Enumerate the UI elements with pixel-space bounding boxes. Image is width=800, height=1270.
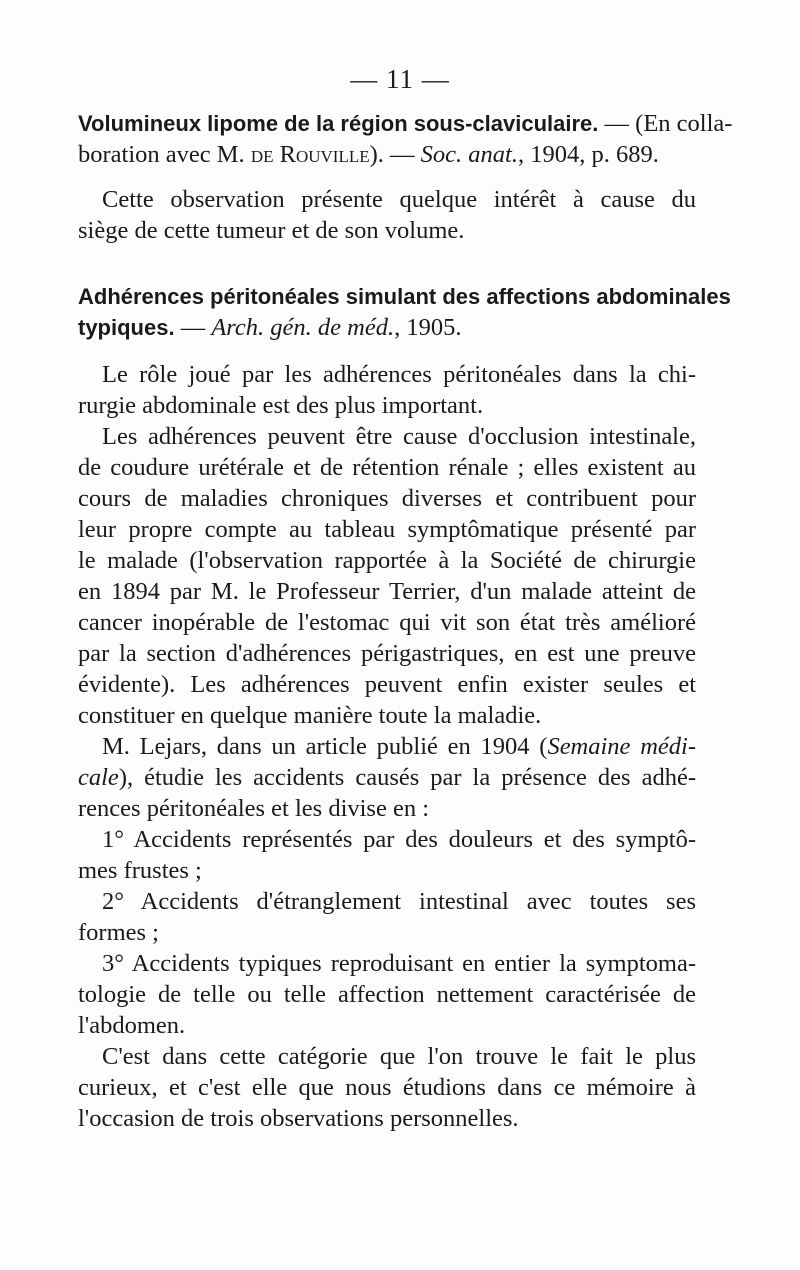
list-item-3-end: l'abdomen.: [78, 1012, 186, 1039]
entry-1-line-1: Volumineux lipome de la région sous-claviculaire. — (En colla-: [78, 110, 733, 137]
body-line: de coudure urétérale et de rétention rénale ; elles existent au: [78, 454, 696, 481]
list-item-1-cont: mes frustes ;: [78, 857, 202, 884]
body-line: Les adhérences peuvent être cause d'occlusion intestinale,: [102, 423, 696, 450]
body-line: cours de maladies chroniques diverses et contribuent pour: [78, 485, 696, 512]
page-number: — 11 —: [350, 64, 450, 94]
body-line: évidente). Les adhérences peuvent enfin exister seules et: [78, 671, 696, 698]
paragraph-line: siège de cette tumeur et de son volume.: [78, 217, 465, 244]
entry-1-title: Volumineux lipome de la région sous-claviculaire.: [78, 111, 599, 136]
body-line: leur propre compte au tableau symptômatique présenté par: [78, 516, 696, 543]
list-item-3: 3° Accidents typiques reproduisant en entier la symptoma-: [102, 950, 696, 977]
list-item-2: 2° Accidents d'étranglement intestinal avec toutes ses: [102, 888, 696, 915]
paragraph-line: Cette observation présente quelque intérêt à cause du: [102, 186, 696, 213]
lejars-line-1: M. Lejars, dans un article publié en 1904 (Semaine médi-: [102, 733, 696, 760]
lejars-line-2: cale), étudie les accidents causés par la présence des adhé-: [78, 764, 696, 791]
body-line: le malade (l'observation rapportée à la Société de chirurgie: [78, 547, 696, 574]
entry-2-title-line-1: Adhérences péritonéales simulant des affections abdominales: [78, 284, 731, 309]
body-line: Le rôle joué par les adhérences péritonéales dans la chi-: [102, 361, 696, 388]
journal-name: Soc. anat.: [420, 141, 518, 168]
paragraph-1: [78, 184, 696, 246]
journal-name: Arch. gén. de méd.: [211, 314, 395, 341]
collaborator-name: Rouville: [279, 141, 370, 168]
body-line: cancer inopérable de l'estomac qui vit son état très amélioré: [78, 609, 696, 636]
entry-1: [78, 108, 733, 170]
body-line: C'est dans cette catégorie que l'on trouve le fait le plus: [102, 1043, 696, 1070]
list-item-3-cont: tologie de telle ou telle affection nettement caractérisée de: [78, 981, 696, 1008]
list-item-2-cont: formes ;: [78, 919, 159, 946]
entry-1-line-2: boration avec M. de Rouville). — Soc. anat., 1904, p. 689.: [78, 141, 659, 168]
body-line: rurgie abdominale est des plus important.: [78, 392, 484, 419]
list-item-1: 1° Accidents représentés par des douleurs et des symptô-: [102, 826, 696, 853]
body-line: constituer en quelque manière toute la maladie.: [78, 702, 542, 729]
lejars-line-3: rences péritonéales et les divise en :: [78, 795, 430, 822]
body-text: [78, 359, 696, 1134]
entry-2: [78, 282, 731, 343]
body-line: curieux, et c'est elle que nous étudions dans ce mémoire à: [78, 1074, 696, 1101]
body-line: l'occasion de trois observations personnelles.: [78, 1105, 519, 1132]
body-line: en 1894 par M. le Professeur Terrier, d'un malade atteint de: [78, 578, 696, 605]
entry-2-line-2: typiques. — Arch. gén. de méd., 1905.: [78, 314, 462, 341]
body-line: par la section d'adhérences périgastriques, en est une preuve: [78, 640, 696, 667]
